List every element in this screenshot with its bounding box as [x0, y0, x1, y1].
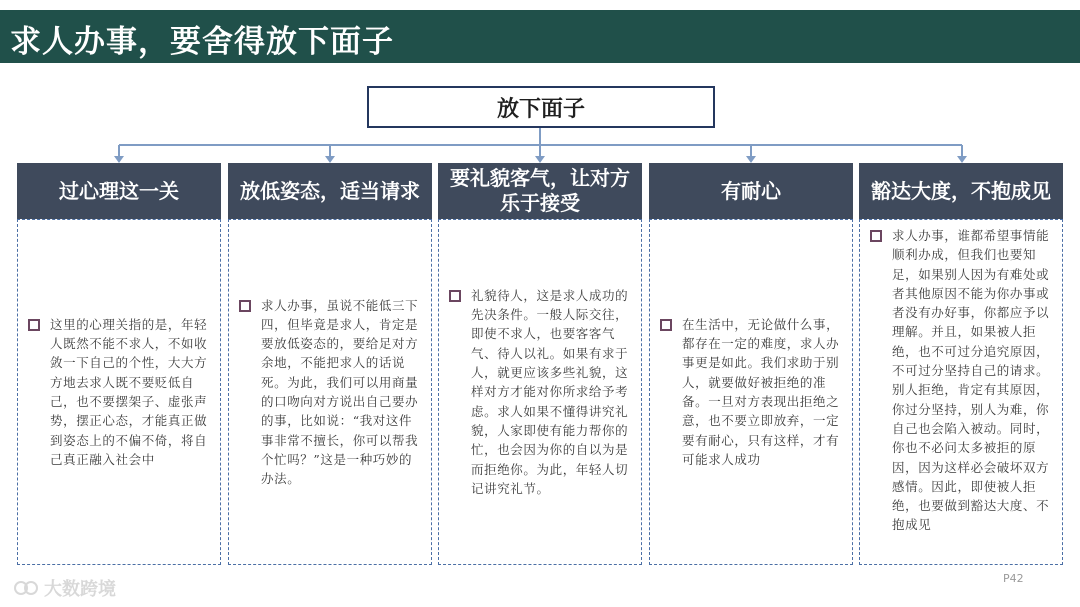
column-text: 求人办事，虽说不能低三下四，但毕竟是求人，肯定是要放低姿态的，要给足对方余地，不能把求人的话说死。为此，我们可以用商量的口吻向对方说出自己要办的事，比如说：“我对这件事非常不擅长，你可以帮我个忙吗？”这是一种巧妙的办法。	[261, 297, 419, 487]
square-bullet-icon	[660, 319, 672, 331]
bullet-item	[860, 226, 1062, 535]
square-bullet-icon	[449, 290, 461, 302]
column-heading-label: 放低姿态，适当请求	[240, 178, 420, 203]
column-body-3	[438, 219, 642, 565]
square-bullet-icon	[28, 319, 40, 331]
column-text: 礼貌待人，这是求人成功的先决条件。一般人际交往，即使不求人，也要客客气气、待人以礼。如果有求于人，就更应该多些礼貌，这样对方才能对你所求给予考虑。求人如果不懂得讲究礼貌，人家即使有能力帮你的忙，也会因为你的自以为是而拒绝你。为此，年轻人切记讲究礼节。	[471, 287, 629, 496]
connector-arrow-3	[535, 156, 545, 163]
column-heading-label: 豁达大度，不抱成见	[871, 178, 1051, 203]
column-heading-1	[17, 163, 221, 219]
bullet-item	[439, 286, 641, 498]
connector-arrow-5	[957, 156, 967, 163]
column-heading-label: 过心理这一关	[59, 178, 179, 203]
column-heading-label: 有耐心	[721, 178, 781, 203]
column-heading-3	[438, 163, 642, 219]
square-bullet-icon	[239, 300, 251, 312]
connector-arrow-4	[746, 156, 756, 163]
watermark-logo-icon	[14, 579, 38, 597]
page-number: P42	[1003, 572, 1024, 585]
column-text: 在生活中，无论做什么事，都存在一定的难度，求人办事更是如此。我们求助于别人，就要做好被拒绝的准备。一旦对方表现出拒绝之意，也不要立即放弃，一定要有耐心，只有这样，才有可能求人成功	[682, 316, 840, 467]
square-bullet-icon	[870, 230, 882, 242]
column-heading-5	[859, 163, 1063, 219]
root-node	[367, 86, 715, 128]
column-body-1	[17, 219, 221, 565]
watermark	[14, 575, 116, 601]
column-heading-4	[649, 163, 853, 219]
root-label: 放下面子	[496, 96, 585, 122]
bullet-item	[18, 315, 220, 469]
column-body-4	[649, 219, 853, 565]
column-heading-2	[228, 163, 432, 219]
bullet-item	[650, 315, 852, 469]
column-heading-label: 要礼貌客气，让对方乐于接受	[450, 166, 630, 215]
column-body-5	[859, 219, 1063, 565]
column-text: 求人办事，谁都希望事情能顺利办成，但我们也要知足，如果别人因为有难处或者其他原因不能为你办事或者没有办好事，你都应予以理解。并且，如果被人拒绝，也不可过分追究原因，不可过分坚持自己的请求。别人拒绝，肯定有其原因，你过分坚持，别人为难，你自己也会陷入被动。同时，你也不必问太多被拒的原因，因为这样必会破坏双方感情。因此，即使被人拒绝，也要做到豁达大度、不抱成见	[892, 228, 1050, 533]
bullet-item	[229, 296, 431, 489]
connector-arrow-1	[114, 156, 124, 163]
watermark-text: 大数跨境	[44, 579, 116, 600]
column-text: 这里的心理关指的是，年轻人既然不能不求人，不如收敛一下自己的个性，大大方方地去求人既不要贬低自己，也不要摆架子、虚张声势，摆正心态，才能真正做到姿态上的不偏不倚，将自己真正融入社会中	[50, 316, 208, 467]
column-body-2	[228, 219, 432, 565]
connector-arrow-2	[325, 156, 335, 163]
slide-title: 求人办事，要舍得放下面子	[10, 24, 394, 60]
